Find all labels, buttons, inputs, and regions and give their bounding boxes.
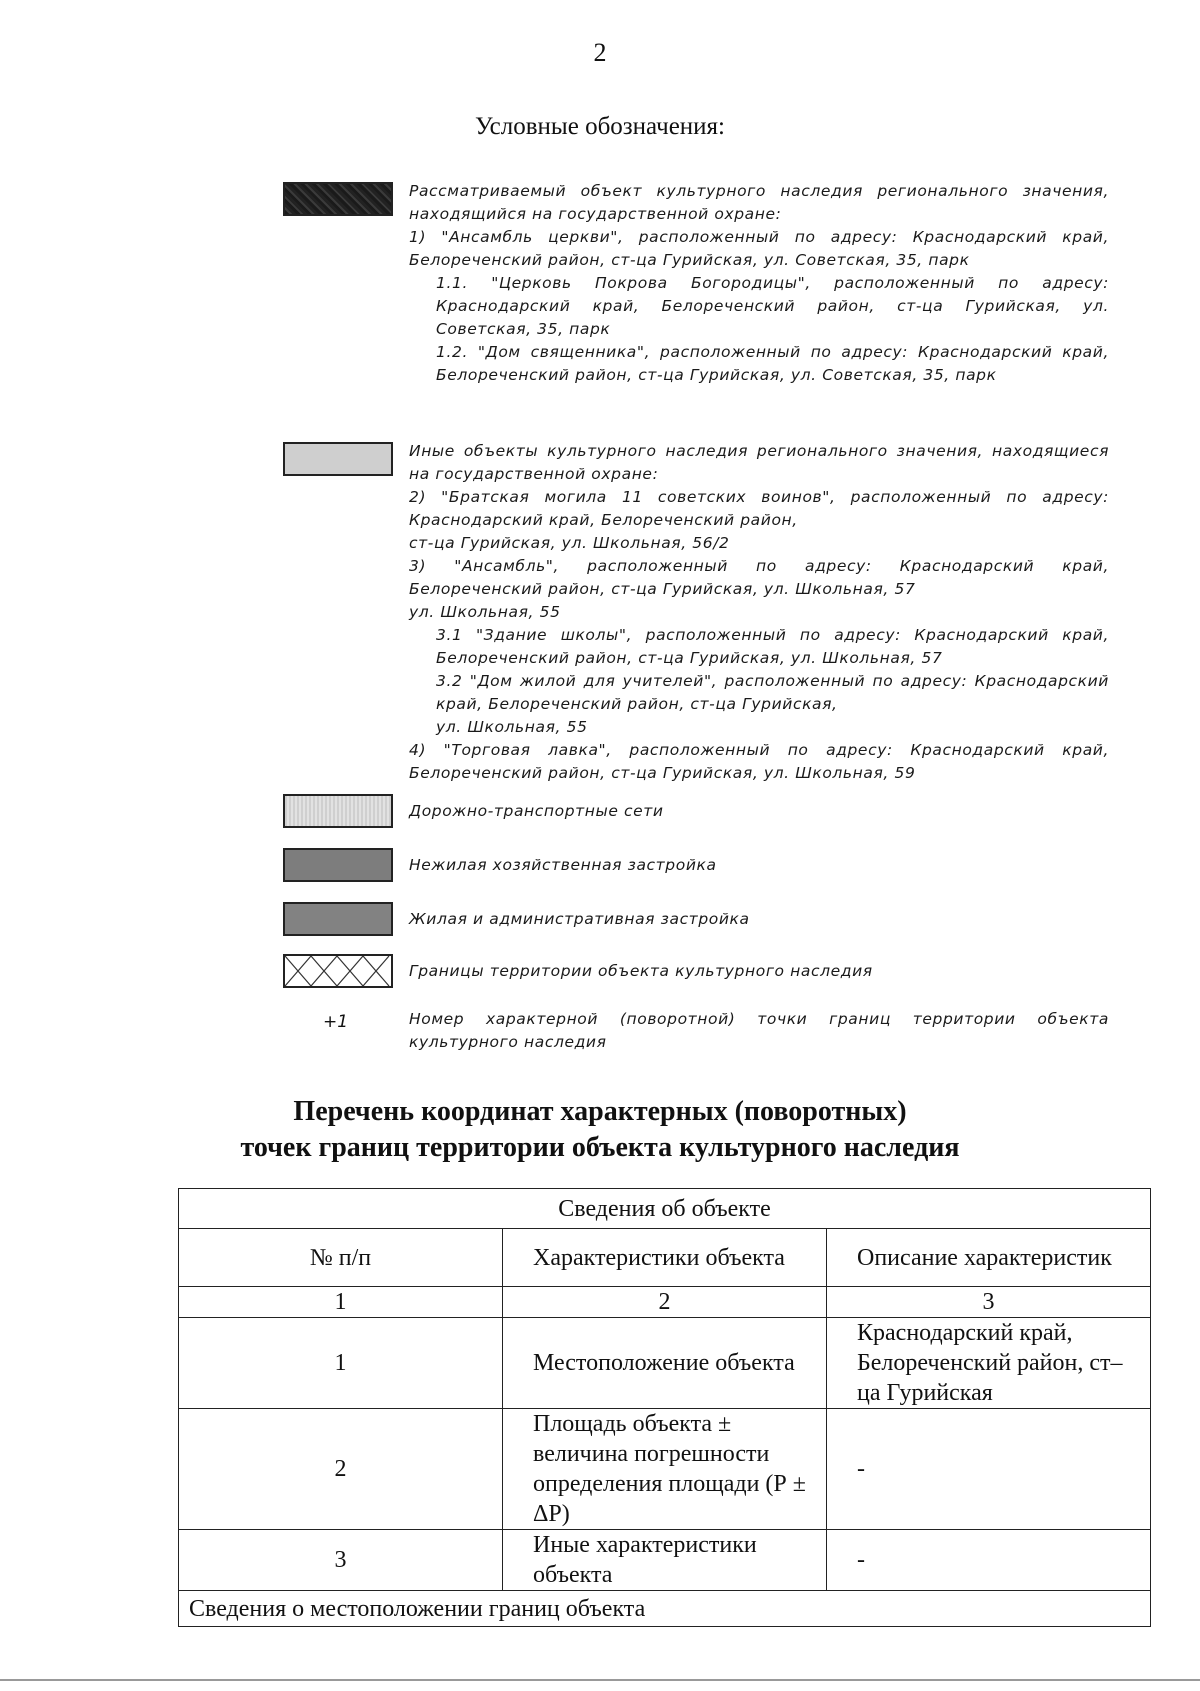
table-row: 3 Иные характеристики объекта - <box>179 1530 1151 1591</box>
column-number: 2 <box>503 1287 827 1318</box>
legend-item-text: Жилая и административная застройка <box>409 910 750 928</box>
crosshatch-swatch <box>283 954 393 988</box>
section-title <box>0 1094 1200 1166</box>
legend-item-text: Иные объекты культурного наследия регионального значения, находящиеся на государственной охране: 2) "Братская могила 11 советских воинов", расположенный по адресу: Краснодарский край, Белореченский район, ст-ца Гурийская, ул. Школьная, 56/2 3) "Ансамбль", расположенный по адресу: Краснодарский край, Белореченский район, ст-ца Гурийская, ул. Школьная, 57 ул. Школьная, 55 3.1 "Здание школы", расположенный по адресу: Краснодарский край, Белореченский район, ст-ца Гурийская, ул. Школьная, 57 3.2 "Дом жилой для учителей", расположенный по адресу: Краснодарский край, Белореченский район, ст-ца Гурийская, ул. Школьная, 55 4) "Торговая лавка", расположенный по адресу: Краснодарский край, Белореченский район, ст-ца Гурийская, ул. Школьная, 59 <box>409 442 1109 782</box>
page-number: 2 <box>593 38 607 67</box>
mid-gray-swatch <box>283 902 393 936</box>
mid-gray-swatch <box>283 848 393 882</box>
crosshatch-icon <box>285 956 391 986</box>
column-header-description: Описание характеристик <box>827 1229 1151 1287</box>
section-title-line-2: точек границ территории объекта культурного наследия <box>240 1132 960 1163</box>
legend-item-text: Границы территории объекта культурного наследия <box>409 962 873 980</box>
legend-title: Условные обозначения: <box>474 113 726 140</box>
point-marker: +1 <box>323 1012 349 1032</box>
road-swatch <box>283 794 393 828</box>
table-row: 2 Площадь объекта ± величина погрешности определения площади (Р ± ΔР) - <box>179 1409 1151 1530</box>
table-row: 1 Местоположение объекта Краснодарский край, Белореченский район, ст–ца Гурийская <box>179 1318 1151 1409</box>
legend-item-text: Дорожно-транспортные сети <box>409 802 664 820</box>
dark-textured-swatch <box>283 182 393 216</box>
light-gray-swatch <box>283 442 393 476</box>
legend-item-text: Рассматриваемый объект культурного наследия регионального значения, находящийся на государственной охране: 1) "Ансамбль церкви", расположенный по адресу: Краснодарский край, Белореченский район, ст-ца Гурийская, ул. Советская, 35, парк 1.1. "Церковь Покрова Богородицы", расположенный по адресу: Краснодарский край, Белореченский район, ст-ца Гурийская, ул. Советская, 35, парк 1.2. "Дом священника", расположенный по адресу: Краснодарский край, Белореченский район, ст-ца Гурийская, ул. Советская, 35, парк <box>409 182 1109 384</box>
page-bottom-border <box>0 1679 1200 1681</box>
legend-item-text: Нежилая хозяйственная застройка <box>409 856 717 874</box>
object-info-table <box>178 1188 1151 1627</box>
column-header-characteristics: Характеристики объекта <box>503 1229 827 1287</box>
column-number: 3 <box>827 1287 1151 1318</box>
column-header-number: № п/п <box>179 1229 503 1287</box>
column-number: 1 <box>179 1287 503 1318</box>
table-footer: Сведения о местоположении границ объекта <box>179 1591 1151 1627</box>
table-header: Сведения об объекте <box>179 1189 1151 1229</box>
section-title-line-1: Перечень координат характерных (поворотных) <box>293 1096 907 1127</box>
legend-item-text: Номер характерной (поворотной) точки границ территории объекта культурного наследия <box>409 1010 1109 1051</box>
